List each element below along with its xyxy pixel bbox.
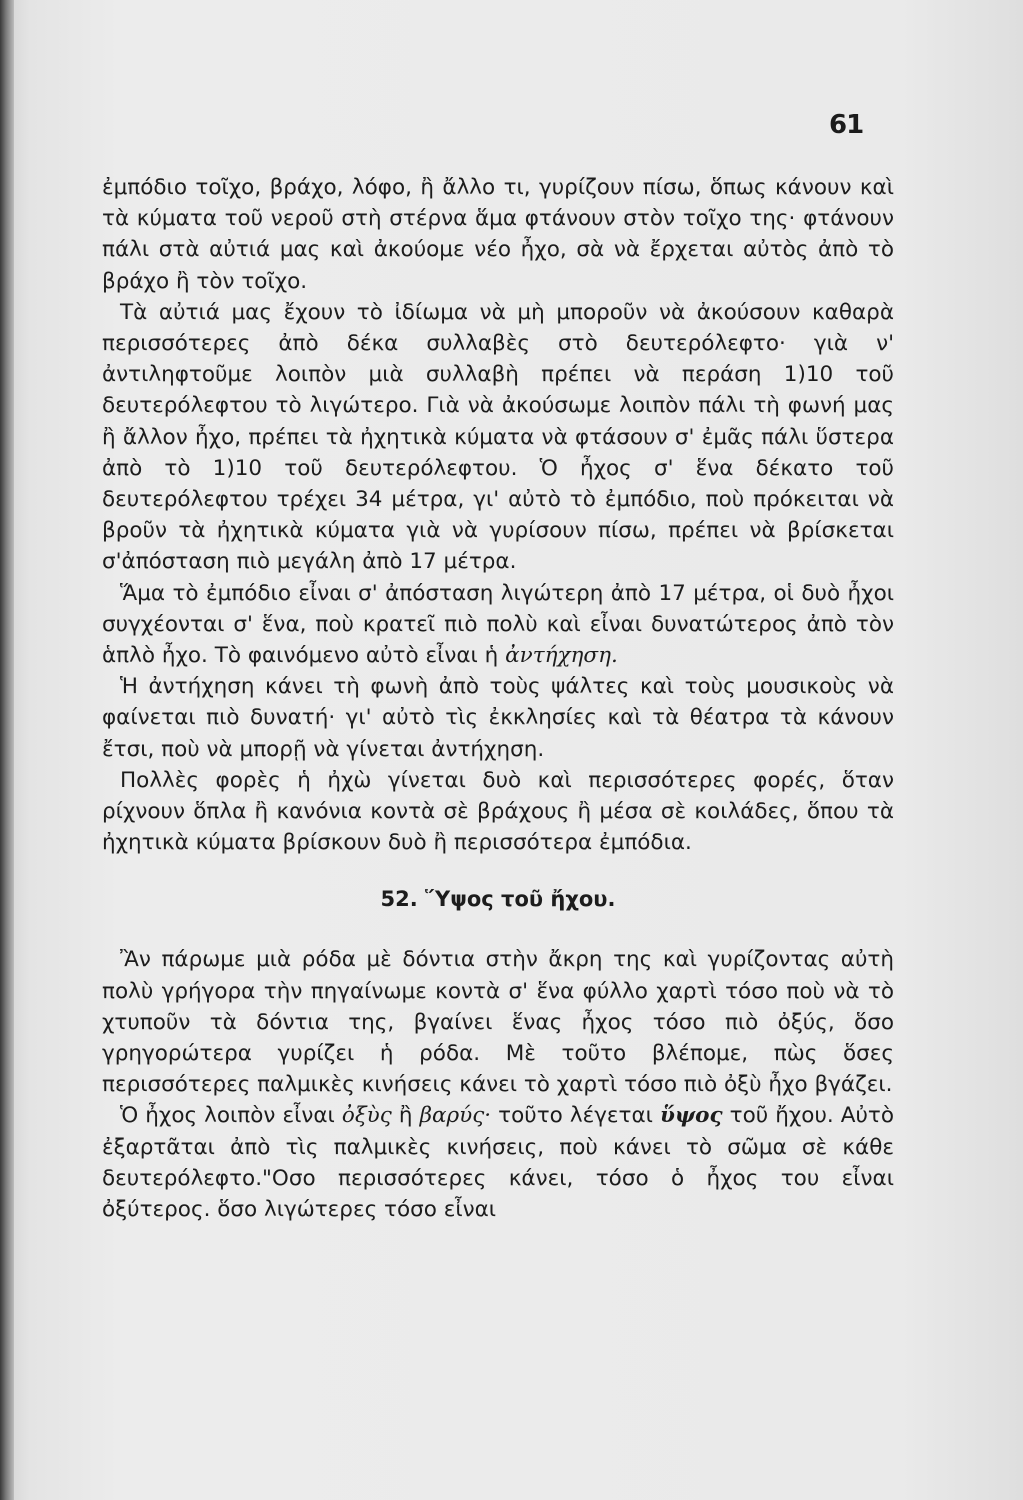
- paragraph-5: Πολλὲς φορὲς ἡ ἠχὼ γίνεται δυὸ καὶ περισσότερες φορές, ὅταν ρίχνουν ὅπλα ἢ κανόνια κοντὰ σὲ βράχους ἢ μέσα σὲ κοιλάδες, ὅπου τὰ ἠχητικὰ κύματα βρίσκουν δυὸ ἢ περισσότερα ἐμπόδια.: [102, 767, 894, 856]
- paragraph-3: [102, 578, 894, 672]
- term-ypsos: ὕψος: [660, 1103, 723, 1129]
- book-spine-shadow: [0, 0, 14, 1500]
- term-oxys: ὀξὺς: [341, 1103, 392, 1129]
- paragraph-3-text: Ἅμα τὸ ἐμπόδιο εἶναι σ' ἀπόσταση λιγώτερη ἀπὸ 17 μέτρα, οἱ δυὸ ἦχοι συγχέονται σ' ἕνα, ποὺ κρατεῖ πιὸ πολὺ καὶ εἶναι δυνατώτερος ἀπὸ τὸν ἁπλὸ ἦχο. Τὸ φαινόμενο αὐτὸ εἶναι ἡ: [102, 580, 894, 669]
- paragraph-7-text-d: τοῦ ἤχου. Αὐτὸ ἐξαρτᾶται ἀπὸ τὶς παλμικὲς κινήσεις, ποὺ κάνει τὸ σῶμα σὲ κάθε δευτερόλεφτο."Οσο περισσότερες κάνει, τόσο ὁ ἦχος του εἶναι ὀξύτερος. ὅσο λιγώτερες τόσο εἶναι: [102, 1103, 895, 1223]
- paragraph-6: Ἂν πάρωμε μιὰ ρόδα μὲ δόντια στὴν ἄκρη της καὶ γυρίζοντας αὐτὴ πολὺ γρήγορα τὴν πηγαίνωμε κοντὰ σ' ἕνα φύλλο χαρτὶ τόσο ποὺ νὰ τὸ χτυποῦν τὰ δόντια της, βγαίνει ἕνας ἦχος τόσο πιὸ ὀξύς, ὅσο γρηγορώτερα γυρίζει ἡ ρόδα. Μὲ τοῦτο βλέπομε, πὼς ὅσες περισσότερες παλμικὲς κινήσεις κάνει τὸ χαρτὶ τόσο πιὸ ὀξὺ ἦχο βγάζει.: [102, 947, 894, 1098]
- section-heading: 52. Ὕψος τοῦ ἤχου.: [380, 887, 616, 912]
- paragraph-7-text-c: τοῦτο λέγεται: [498, 1103, 653, 1129]
- paragraph-4: Ἡ ἀντήχηση κάνει τὴ φωνὴ ἀπὸ τοὺς ψάλτες καὶ τοὺς μουσικοὺς νὰ φαίνεται πιὸ δυνατή· γι' αὐτὸ τὶς ἐκκλησίες καὶ τὰ θέατρα τὰ κάνουν ἔτσι, ποὺ νὰ μπορῇ νὰ γίνεται ἀντήχηση.: [102, 674, 894, 762]
- paragraph-1: ἐμπόδιο τοῖχο, βράχο, λόφο, ἢ ἄλλο τι, γυρίζουν πίσω, ὅπως κάνουν καὶ τὰ κύματα τοῦ νεροῦ στὴ στέρνα ἅμα φτάνουν στὸν τοῖχο της· φτάνουν πάλι στὰ αὐτιά μας καὶ ἀκούομε νέο ἦχο, σὰ νὰ ἔρχεται αὐτὸς ἀπὸ τὸ βράχο ἢ τὸν τοῖχο.: [102, 175, 894, 294]
- paragraph-7-text-b: ἢ: [398, 1103, 413, 1129]
- page-text-body: [102, 172, 894, 1225]
- page-number: 61: [829, 110, 864, 140]
- paragraph-7-text-a: Ὁ ἦχος λοιπὸν εἶναι: [120, 1103, 335, 1129]
- paragraph-7: [102, 1100, 894, 1225]
- paragraph-2: Τὰ αὐτιά μας ἔχουν τὸ ἰδίωμα νὰ μὴ μποροῦν νὰ ἀκούσουν καθαρὰ περισσότερες ἀπὸ δέκα συλλαβὲς στὸ δευτερόλεφτο· γιὰ ν' ἀντιληφτοῦμε λοιπὸν μιὰ συλλαβὴ πρέπει νὰ περάση 1)10 τοῦ δευτερόλεφτου τὸ λιγώτερο. Γιὰ νὰ ἀκούσωμε λοιπὸν πάλι τὴ φωνή μας ἢ ἄλλον ἦχο, πρέπει τὰ ἠχητικὰ κύματα νὰ φτάσουν σ' ἐμᾶς πάλι ὕστερα ἀπὸ τὸ 1)10 τοῦ δευτερόλεφτου. Ὁ ἦχος σ' ἕνα δέκατο τοῦ δευτερόλεφτου τρέχει 34 μέτρα, γι' αὐτὸ τὸ ἐμπόδιο, ποὺ πρόκειται νὰ βροῦν τὰ ἠχητικὰ κύματα γιὰ νὰ γυρίσουν πίσω, πρέπει νὰ βρίσκεται σ'ἀπόσταση πιὸ μεγάλη ἀπὸ 17 μέτρα.: [102, 299, 894, 575]
- term-varys: βαρύς·: [419, 1103, 492, 1129]
- term-antichisi: ἀντήχηση.: [505, 643, 618, 669]
